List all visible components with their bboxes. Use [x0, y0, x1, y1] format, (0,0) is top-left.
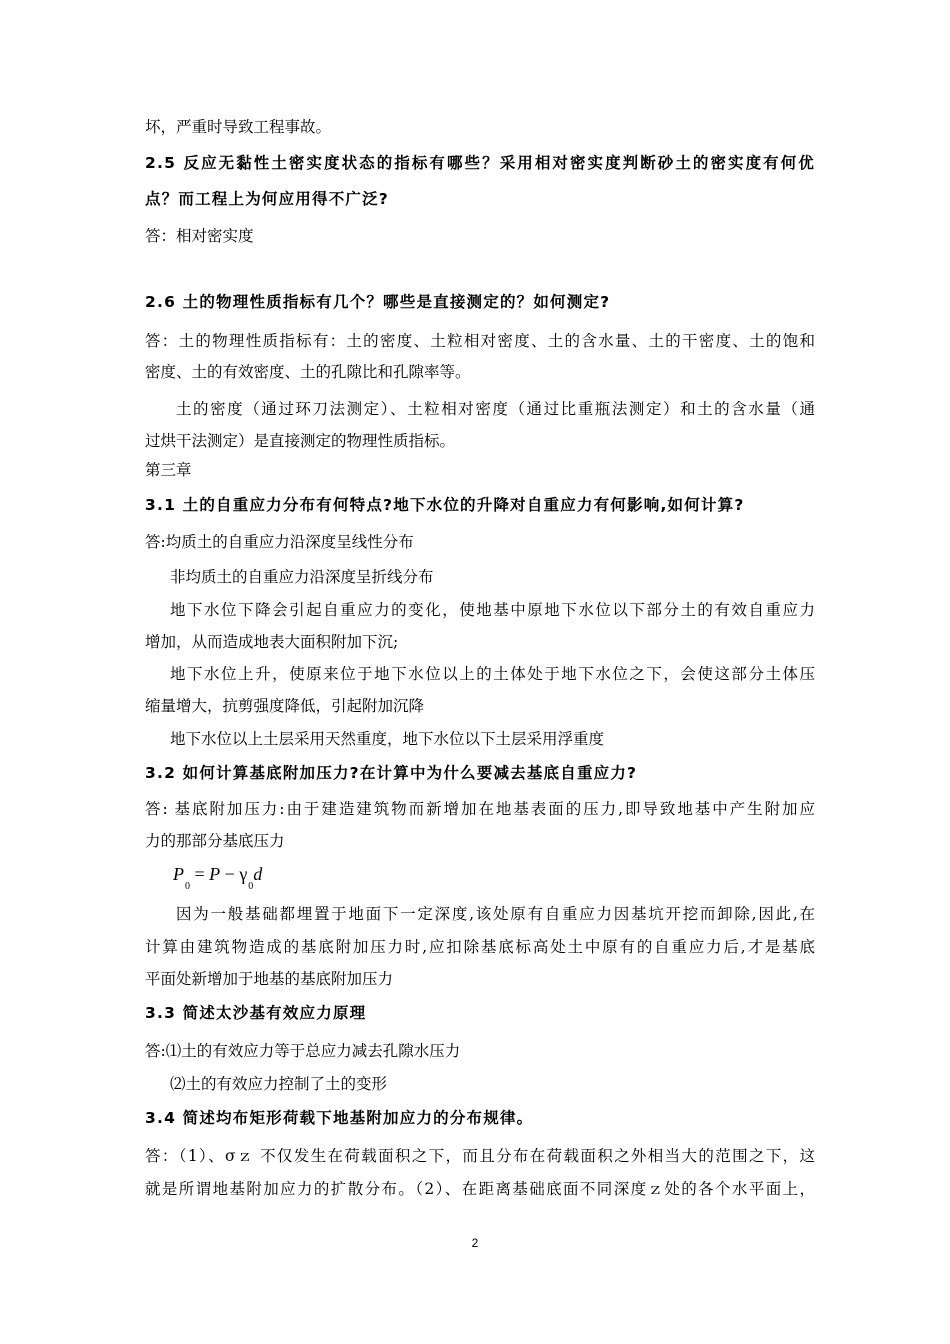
answer-line: 答：（1）、σｚ 不仅发生在荷载面积之下，而且分布在荷载面积之外相当大的范围之下，这: [145, 1147, 815, 1165]
formula-symbol: P: [173, 864, 184, 884]
formula-symbol: γ: [239, 864, 248, 884]
answer-line: 计算由建筑物造成的基底附加压力时,应扣除基底标高处土中原有的自重应力后,才是基底: [145, 938, 815, 956]
question-heading: 2.6 土的物理性质指标有几个？哪些是直接测定的？如何测定?: [145, 293, 611, 311]
question-heading: 3.3 简述太沙基有效应力原理: [145, 1004, 367, 1022]
answer-line: 就是所谓地基附加应力的扩散分布。（2）、在距离基础底面不同深度ｚ处的各个水平面上，: [145, 1180, 815, 1198]
formula-symbol: d: [253, 864, 263, 884]
answer-line: 答：土的物理性质指标有：土的密度、土粒相对密度、土的含水量、土的干密度、土的饱和: [145, 332, 815, 350]
question-heading: 3.1 土的自重应力分布有何特点?地下水位的升降对自重应力有何影响,如何计算?: [145, 496, 745, 514]
answer-line: 密度、土的有效密度、土的孔隙比和孔隙率等。: [145, 363, 471, 381]
chapter-heading: 第三章: [145, 461, 192, 479]
question-heading: 点？而工程上为何应用得不广泛?: [145, 190, 389, 208]
answer-line: 答：相对密实度: [145, 227, 254, 245]
answer-line: 力的那部分基底压力: [145, 832, 285, 850]
text-line: 坏，严重时导致工程事故。: [145, 118, 332, 136]
answer-line: 地下水位下降会引起自重应力的变化，使地基中原地下水位以下部分土的有效自重应力: [170, 601, 815, 619]
formula-subscript: 0: [248, 881, 254, 892]
answer-line: 答:均质土的自重应力沿深度呈线性分布: [145, 533, 414, 551]
page-number: 2: [471, 1236, 479, 1250]
answer-line: 过烘干法测定）是直接测定的物理性质指标。: [145, 432, 456, 450]
formula-symbol: P: [209, 864, 221, 884]
answer-line: 土的密度（通过环刀法测定）、土粒相对密度（通过比重瓶法测定）和土的含水量（通: [176, 400, 815, 418]
answer-line: 答:⑴土的有效应力等于总应力减去孔隙水压力: [145, 1042, 461, 1060]
answer-line: 非均质土的自重应力沿深度呈折线分布: [170, 568, 434, 586]
question-heading: 2.5 反应无黏性土密实度状态的指标有哪些？采用相对密实度判断砂土的密实度有何优: [145, 154, 815, 172]
question-heading: 3.2 如何计算基底附加压力?在计算中为什么要减去基底自重应力?: [145, 764, 638, 782]
formula-operator: −: [220, 864, 240, 884]
answer-line: 地下水位以上土层采用天然重度，地下水位以下土层采用浮重度: [170, 730, 605, 748]
answer-line: 因为一般基础都埋置于地面下一定深度,该处原有自重应力因基坑开挖而卸除,因此,在: [176, 905, 815, 923]
formula-subscript: 0: [185, 881, 190, 892]
question-heading: 3.4 简述均布矩形荷载下地基附加应力的分布规律。: [145, 1109, 534, 1127]
answer-line: 缩量增大，抗剪强度降低，引起附加沉降: [145, 697, 425, 715]
answer-line: 增加，从而造成地表大面积附加下沉;: [145, 633, 399, 651]
formula-base-pressure: [173, 862, 262, 890]
answer-line: 平面处新增加于地基的基底附加压力: [145, 970, 394, 988]
formula-operator: =: [190, 864, 210, 884]
answer-line: 地下水位上升，使原来位于地下水位以上的土体处于地下水位之下，会使这部分土体压: [170, 665, 815, 683]
answer-line: ⑵土的有效应力控制了土的变形: [170, 1075, 388, 1093]
answer-line: 答: 基底附加压力:由于建造建筑物而新增加在地基表面的压力,即导致地基中产生附加应: [145, 800, 815, 818]
